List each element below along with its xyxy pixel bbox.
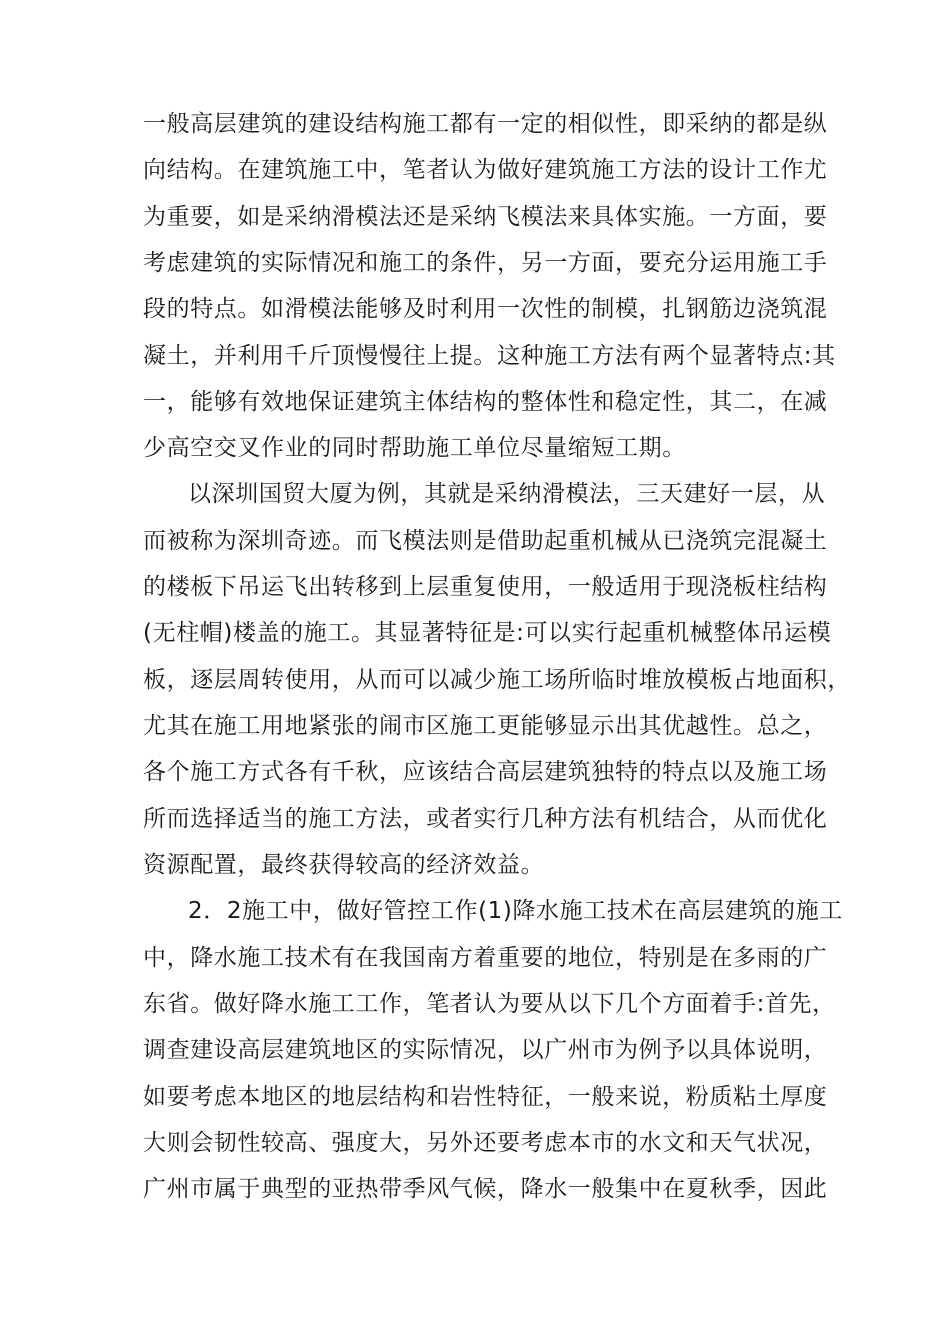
paragraph-line: 板，逐层周转使用，从而可以减少施工场所临时堆放模板占地面积， xyxy=(143,667,851,693)
paragraph-line: 资源配置，最终获得较高的经济效益。 xyxy=(143,852,545,878)
paragraph-line: 的楼板下吊运飞出转移到上层重复使用，一般适用于现浇板柱结构 xyxy=(143,574,828,600)
paragraph-line: 而被称为深圳奇迹。而飞模法则是借助起重机械从已浇筑完混凝土 xyxy=(143,528,828,554)
paragraph-line: 一般高层建筑的建设结构施工都有一定的相似性，即采纳的都是纵 xyxy=(143,111,828,137)
paragraph-line: 调查建设高层建筑地区的实际情况，以广州市为例予以具体说明， xyxy=(143,1037,828,1063)
paragraph-line: 广州市属于典型的亚热带季风气候，降水一般集中在夏秋季，因此 xyxy=(143,1176,828,1202)
paragraph-line: 所而选择适当的施工方法，或者实行几种方法有机结合，从而优化 xyxy=(143,806,828,832)
paragraph-line: 如要考虑本地区的地层结构和岩性特征，一般来说，粉质粘土厚度 xyxy=(143,1084,828,1110)
paragraph-line: 大则会韧性较高、强度大，另外还要考虑本市的水文和天气状况， xyxy=(143,1130,828,1156)
paragraph-line: (无柱帽)楼盖的施工。其显著特征是:可以实行起重机械整体吊运模 xyxy=(143,620,832,646)
paragraph-line: 为重要，如是采纳滑模法还是采纳飞模法来具体实施。一方面，要 xyxy=(143,204,828,230)
paragraph-line: 段的特点。如滑模法能够及时利用一次性的制模，扎钢筋边浇筑混 xyxy=(143,296,828,322)
paragraph-line: 尤其在施工用地紧张的闹市区施工更能够显示出其优越性。总之， xyxy=(143,713,828,739)
paragraph-line: 一，能够有效地保证建筑主体结构的整体性和稳定性，其二，在减 xyxy=(143,389,828,415)
paragraph-line: 中，降水施工技术有在我国南方着重要的地位，特别是在多雨的广 xyxy=(143,945,828,971)
paragraph-line: 各个施工方式各有千秋，应该结合高层建筑独特的特点以及施工场 xyxy=(143,759,828,785)
paragraph-line: 考虑建筑的实际情况和施工的条件，另一方面，要充分运用施工手 xyxy=(143,250,828,276)
paragraph-line: 少高空交叉作业的同时帮助施工单位尽量缩短工期。 xyxy=(143,435,686,461)
paragraph-line: 2．2施工中，做好管控工作(1)降水施工技术在高层建筑的施工 xyxy=(188,898,843,924)
paragraph-line: 凝土，并利用千斤顶慢慢往上提。这种施工方法有两个显著特点:其 xyxy=(143,343,836,369)
paragraph-line: 向结构。在建筑施工中，笔者认为做好建筑施工方法的设计工作尤 xyxy=(143,157,828,183)
paragraph-line: 东省。做好降水施工工作，笔者认为要从以下几个方面着手:首先， xyxy=(143,991,836,1017)
paragraph-line: 以深圳国贸大厦为例，其就是采纳滑模法，三天建好一层，从 xyxy=(188,481,826,507)
